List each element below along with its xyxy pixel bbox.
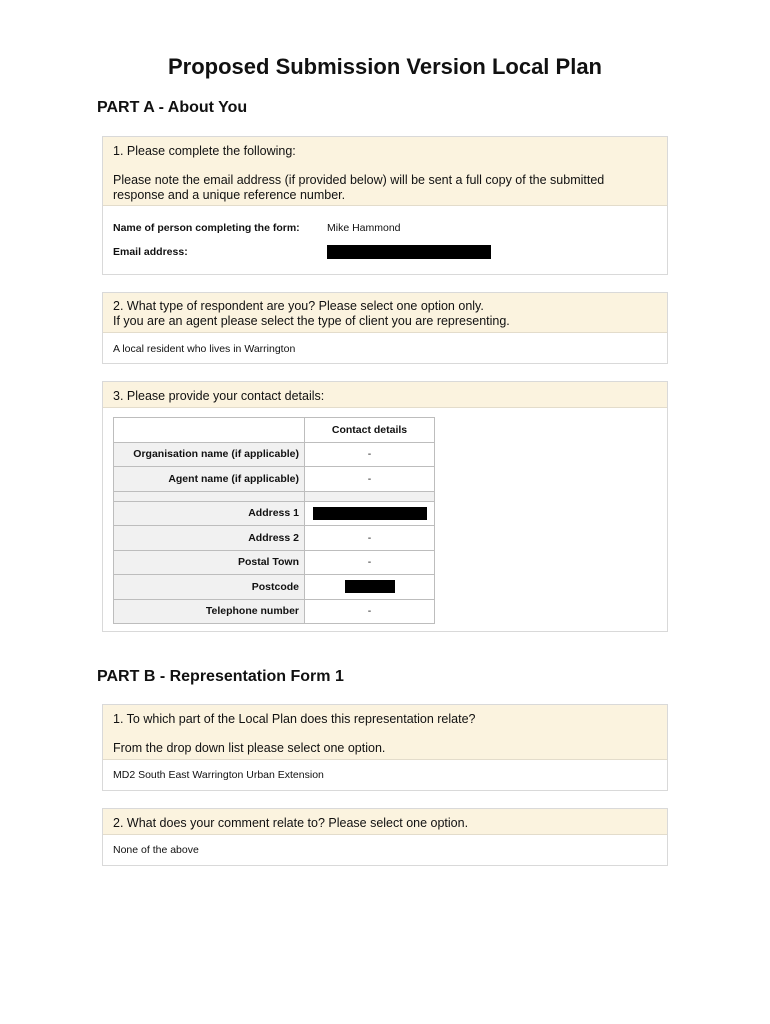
question-text-line2: If you are an agent please select the type of client you are representing.: [113, 314, 510, 328]
table-row: [114, 550, 435, 575]
spacer-cell: [114, 491, 305, 501]
address1-label: Address 1: [114, 501, 305, 526]
table-row: [114, 442, 435, 467]
question-header: [103, 137, 667, 206]
part-a-heading: PART A - About You: [97, 99, 248, 116]
name-label: Name of person completing the form:: [113, 222, 300, 234]
question-text: 1. To which part of the Local Plan does this representation relate?: [113, 712, 476, 726]
postcode-redaction: [345, 580, 395, 593]
postcode-label: Postcode: [114, 575, 305, 600]
column-header: Contact details: [305, 418, 435, 443]
table-row: [114, 575, 435, 600]
address2-value: -: [305, 526, 435, 551]
town-label: Postal Town: [114, 550, 305, 575]
header-blank-cell: [114, 418, 305, 443]
question-text: 2. What does your comment relate to? Please select one option.: [113, 816, 469, 830]
phone-label: Telephone number: [114, 599, 305, 624]
email-label: Email address:: [113, 246, 188, 258]
answer-text: A local resident who lives in Warrington: [113, 343, 296, 355]
address1-redaction: [313, 507, 427, 520]
email-redaction: [327, 245, 491, 259]
answer-text: MD2 South East Warrington Urban Extension: [113, 769, 324, 781]
table-row: [114, 599, 435, 624]
answer-text: None of the above: [113, 844, 199, 856]
email-row: [113, 240, 657, 264]
town-value: -: [305, 550, 435, 575]
question-note: From the drop down list please select one option.: [113, 741, 386, 755]
org-label: Organisation name (if applicable): [114, 442, 305, 467]
agent-value: -: [305, 467, 435, 492]
question-header: [103, 382, 667, 408]
table-row: [114, 526, 435, 551]
part-a-question-1: [102, 136, 668, 275]
postcode-value: [305, 575, 435, 600]
table-row: [114, 467, 435, 492]
name-row: [113, 216, 657, 240]
contact-table-wrap: [103, 417, 667, 624]
table-header-row: [114, 418, 435, 443]
address1-value: [305, 501, 435, 526]
part-b-heading: PART B - Representation Form 1: [97, 668, 344, 685]
part-b-question-1: [102, 704, 668, 791]
part-b-question-2: [102, 808, 668, 866]
table-spacer-row: [114, 491, 435, 501]
question-body: [103, 206, 667, 272]
table-row: [114, 501, 435, 526]
agent-label: Agent name (if applicable): [114, 467, 305, 492]
question-text-line1: 2. What type of respondent are you? Please select one option only.: [113, 299, 484, 313]
question-header: [103, 705, 667, 760]
org-value: -: [305, 442, 435, 467]
part-a-question-3: [102, 381, 668, 632]
question-header: [103, 293, 667, 333]
question-note: Please note the email address (if provided below) will be sent a full copy of the submitted response and a unique reference number.: [113, 173, 605, 202]
part-a-question-2: [102, 292, 668, 364]
question-text: 3. Please provide your contact details:: [113, 389, 325, 403]
phone-value: -: [305, 599, 435, 624]
address2-label: Address 2: [114, 526, 305, 551]
question-text: 1. Please complete the following:: [113, 144, 296, 158]
name-value: Mike Hammond: [327, 222, 401, 234]
spacer-cell: [305, 491, 435, 501]
question-header: [103, 809, 667, 835]
contact-details-table: [113, 417, 435, 624]
document-title: Proposed Submission Version Local Plan: [168, 54, 602, 79]
